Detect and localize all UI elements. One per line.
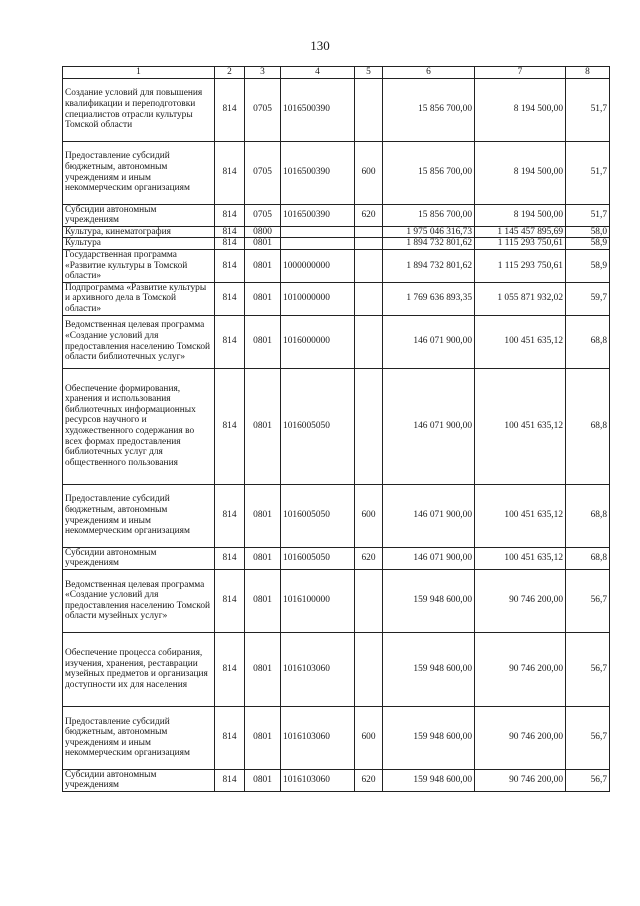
ministry-code-cell: 814 [215, 315, 245, 368]
item-name-cell: Предоставление субсидий бюджетным, автономным учреждениям и иным некоммерческим организациям [63, 706, 215, 769]
percent-cell: 56,7 [566, 632, 610, 706]
item-name-cell: Обеспечение формирования, хранения и использования библиотечных информационных ресурсов научного и художественного содержания во всех формах предоставления библиотечных услуг для общественного пользования [63, 368, 215, 484]
table-row [63, 78, 610, 141]
column-header: 1 [63, 67, 215, 79]
plan-amount-cell: 146 071 900,00 [383, 547, 475, 569]
expense-type-cell: 600 [355, 141, 383, 204]
plan-amount-cell: 159 948 600,00 [383, 632, 475, 706]
item-name-cell: Подпрограмма «Развитие культуры и архивного дела в Томской области» [63, 282, 215, 315]
item-name-cell: Создание условий для повышения квалификации и переподготовки специалистов отрасли культуры Томской области [63, 78, 215, 141]
section-code-cell: 0801 [245, 706, 281, 769]
budget-table [62, 66, 610, 792]
section-code-cell: 0801 [245, 282, 281, 315]
fact-amount-cell: 90 746 200,00 [475, 769, 566, 791]
item-name-cell: Государственная программа «Развитие культуры в Томской области» [63, 249, 215, 282]
percent-cell: 56,7 [566, 769, 610, 791]
column-header: 3 [245, 67, 281, 79]
plan-amount-cell: 146 071 900,00 [383, 484, 475, 547]
section-code-cell: 0801 [245, 769, 281, 791]
table-row [63, 706, 610, 769]
fact-amount-cell: 1 115 293 750,61 [475, 249, 566, 282]
table-row [63, 632, 610, 706]
table-row [63, 249, 610, 282]
ministry-code-cell: 814 [215, 78, 245, 141]
ministry-code-cell: 814 [215, 249, 245, 282]
table-row [63, 226, 610, 238]
ministry-code-cell: 814 [215, 769, 245, 791]
column-header: 2 [215, 67, 245, 79]
plan-amount-cell: 15 856 700,00 [383, 78, 475, 141]
section-code-cell: 0801 [245, 632, 281, 706]
section-code-cell: 0801 [245, 547, 281, 569]
plan-amount-cell: 159 948 600,00 [383, 706, 475, 769]
percent-cell: 58,9 [566, 249, 610, 282]
plan-amount-cell: 1 894 732 801,62 [383, 238, 475, 250]
ministry-code-cell: 814 [215, 226, 245, 238]
expense-type-cell [355, 368, 383, 484]
fact-amount-cell: 100 451 635,12 [475, 547, 566, 569]
percent-cell: 51,7 [566, 204, 610, 226]
plan-amount-cell: 15 856 700,00 [383, 141, 475, 204]
page-number: 130 [310, 38, 330, 53]
plan-amount-cell: 1 894 732 801,62 [383, 249, 475, 282]
fact-amount-cell: 8 194 500,00 [475, 141, 566, 204]
percent-cell: 51,7 [566, 141, 610, 204]
percent-cell: 56,7 [566, 706, 610, 769]
ministry-code-cell: 814 [215, 547, 245, 569]
section-code-cell: 0800 [245, 226, 281, 238]
table-row [63, 141, 610, 204]
expense-type-cell [355, 249, 383, 282]
item-name-cell: Субсидии автономным учреждениям [63, 769, 215, 791]
table-row [63, 282, 610, 315]
target-article-cell: 1016500390 [281, 141, 355, 204]
item-name-cell: Предоставление субсидий бюджетным, автономным учреждениям и иным некоммерческим организациям [63, 484, 215, 547]
fact-amount-cell: 90 746 200,00 [475, 632, 566, 706]
ministry-code-cell: 814 [215, 368, 245, 484]
ministry-code-cell: 814 [215, 204, 245, 226]
column-header: 5 [355, 67, 383, 79]
target-article-cell: 1016103060 [281, 769, 355, 791]
section-code-cell: 0801 [245, 315, 281, 368]
table-row [63, 368, 610, 484]
fact-amount-cell: 1 145 457 895,69 [475, 226, 566, 238]
fact-amount-cell: 90 746 200,00 [475, 706, 566, 769]
target-article-cell [281, 226, 355, 238]
percent-cell: 58,9 [566, 238, 610, 250]
item-name-cell: Обеспечение процесса собирания, изучения, хранения, реставрации музейных предметов и организация доступности их для населения [63, 632, 215, 706]
ministry-code-cell: 814 [215, 569, 245, 632]
table-row [63, 769, 610, 791]
fact-amount-cell: 100 451 635,12 [475, 368, 566, 484]
target-article-cell: 1016500390 [281, 78, 355, 141]
section-code-cell: 0801 [245, 368, 281, 484]
ministry-code-cell: 814 [215, 706, 245, 769]
plan-amount-cell: 159 948 600,00 [383, 569, 475, 632]
plan-amount-cell: 146 071 900,00 [383, 368, 475, 484]
fact-amount-cell: 90 746 200,00 [475, 569, 566, 632]
section-code-cell: 0705 [245, 141, 281, 204]
table-header-row [63, 67, 610, 79]
expense-type-cell [355, 315, 383, 368]
table-row [63, 484, 610, 547]
section-code-cell: 0801 [245, 249, 281, 282]
target-article-cell: 1016005050 [281, 547, 355, 569]
fact-amount-cell: 100 451 635,12 [475, 315, 566, 368]
expense-type-cell: 600 [355, 484, 383, 547]
percent-cell: 68,8 [566, 368, 610, 484]
target-article-cell: 1016005050 [281, 484, 355, 547]
table-row [63, 569, 610, 632]
plan-amount-cell: 159 948 600,00 [383, 769, 475, 791]
expense-type-cell [355, 569, 383, 632]
column-header: 8 [566, 67, 610, 79]
column-header: 7 [475, 67, 566, 79]
plan-amount-cell: 15 856 700,00 [383, 204, 475, 226]
section-code-cell: 0705 [245, 78, 281, 141]
fact-amount-cell: 8 194 500,00 [475, 204, 566, 226]
table-row [63, 204, 610, 226]
table-row [63, 315, 610, 368]
target-article-cell: 1016103060 [281, 706, 355, 769]
item-name-cell: Предоставление субсидий бюджетным, автономным учреждениям и иным некоммерческим организациям [63, 141, 215, 204]
ministry-code-cell: 814 [215, 484, 245, 547]
percent-cell: 56,7 [566, 569, 610, 632]
item-name-cell: Культура, кинематография [63, 226, 215, 238]
item-name-cell: Ведомственная целевая программа «Создание условий для предоставления населению Томской области музейных услуг» [63, 569, 215, 632]
plan-amount-cell: 1 769 636 893,35 [383, 282, 475, 315]
ministry-code-cell: 814 [215, 238, 245, 250]
section-code-cell: 0705 [245, 204, 281, 226]
item-name-cell: Ведомственная целевая программа «Создание условий для предоставления населению Томской области библиотечных услуг» [63, 315, 215, 368]
expense-type-cell [355, 238, 383, 250]
target-article-cell [281, 238, 355, 250]
item-name-cell: Субсидии автономным учреждениям [63, 204, 215, 226]
percent-cell: 59,7 [566, 282, 610, 315]
section-code-cell: 0801 [245, 484, 281, 547]
item-name-cell: Субсидии автономным учреждениям [63, 547, 215, 569]
table-body [63, 67, 610, 792]
ministry-code-cell: 814 [215, 632, 245, 706]
target-article-cell: 1016100000 [281, 569, 355, 632]
section-code-cell: 0801 [245, 238, 281, 250]
target-article-cell: 1016500390 [281, 204, 355, 226]
expense-type-cell: 620 [355, 204, 383, 226]
percent-cell: 68,8 [566, 315, 610, 368]
expense-type-cell [355, 226, 383, 238]
fact-amount-cell: 1 055 871 932,02 [475, 282, 566, 315]
percent-cell: 58,0 [566, 226, 610, 238]
item-name-cell: Культура [63, 238, 215, 250]
fact-amount-cell: 8 194 500,00 [475, 78, 566, 141]
table-row [63, 547, 610, 569]
expense-type-cell: 620 [355, 769, 383, 791]
target-article-cell: 1000000000 [281, 249, 355, 282]
expense-type-cell: 600 [355, 706, 383, 769]
fact-amount-cell: 1 115 293 750,61 [475, 238, 566, 250]
column-header: 6 [383, 67, 475, 79]
target-article-cell: 1010000000 [281, 282, 355, 315]
percent-cell: 51,7 [566, 78, 610, 141]
ministry-code-cell: 814 [215, 282, 245, 315]
table-row [63, 238, 610, 250]
plan-amount-cell: 1 975 046 316,73 [383, 226, 475, 238]
percent-cell: 68,8 [566, 484, 610, 547]
plan-amount-cell: 146 071 900,00 [383, 315, 475, 368]
section-code-cell: 0801 [245, 569, 281, 632]
expense-type-cell [355, 282, 383, 315]
expense-type-cell [355, 78, 383, 141]
target-article-cell: 1016000000 [281, 315, 355, 368]
target-article-cell: 1016103060 [281, 632, 355, 706]
target-article-cell: 1016005050 [281, 368, 355, 484]
percent-cell: 68,8 [566, 547, 610, 569]
column-header: 4 [281, 67, 355, 79]
ministry-code-cell: 814 [215, 141, 245, 204]
expense-type-cell: 620 [355, 547, 383, 569]
expense-type-cell [355, 632, 383, 706]
fact-amount-cell: 100 451 635,12 [475, 484, 566, 547]
